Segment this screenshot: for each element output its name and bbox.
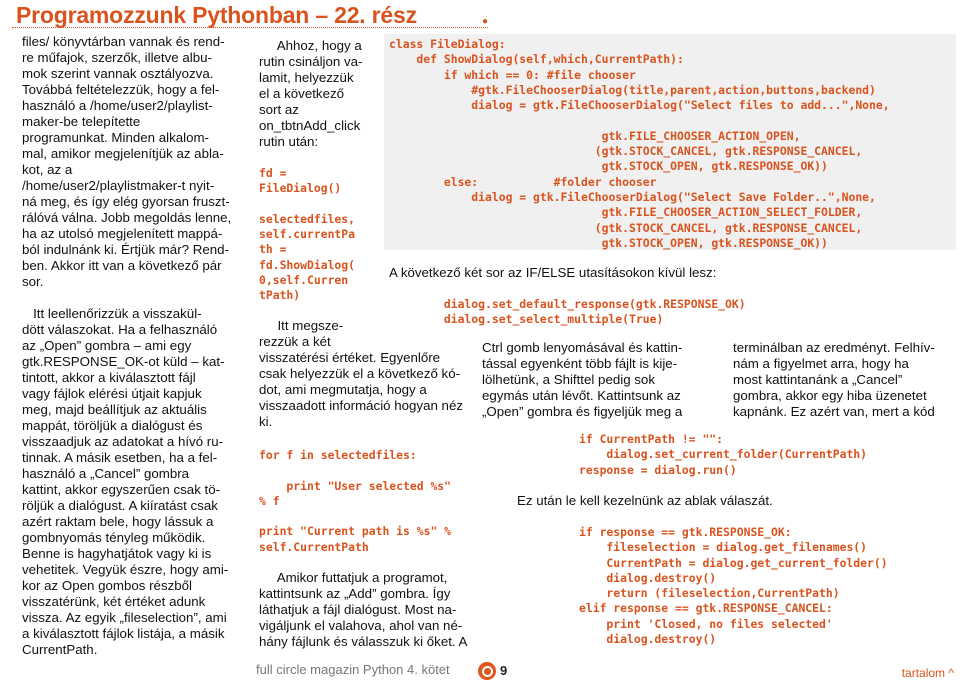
footer-magazine-name: full circle magazin Python 4. kötet	[256, 662, 450, 677]
code-line: tPath)	[259, 288, 301, 303]
code-line: dialog = gtk.FileChooserDialog("Select files to add...",None,	[389, 98, 890, 113]
text-line: rutin csináljon va-	[259, 54, 363, 69]
text-line: meg, majd beállítjuk az aktuális	[22, 402, 207, 417]
text-line: vissza. Az egyik „fileselection”, ami	[22, 610, 227, 625]
text-line: sort az	[259, 102, 299, 117]
text-line: ha az utolsó megjelenített mappá-	[22, 226, 223, 241]
code-line: (gtk.STOCK_CANCEL, gtk.RESPONSE_CANCEL,	[389, 220, 863, 235]
text-line	[22, 290, 231, 306]
code-line: 0,self.Curren	[259, 273, 349, 288]
text-line: programunkat. Minden alkalom-	[22, 130, 209, 145]
page-title: Programozzunk Pythonban – 22. rész	[16, 2, 417, 28]
text-line: használó a „Cancel” gombra	[22, 466, 190, 481]
column-2-intro	[259, 38, 362, 150]
code-line: self.currentPa	[259, 227, 356, 242]
code-line: response = dialog.run()	[579, 462, 737, 477]
code-line: fileselection = dialog.get_filenames()	[579, 540, 868, 555]
code-line: dialog.set_select_multiple(True)	[389, 312, 664, 327]
text-line: kattint, akkor egyszerűen csak tö-	[22, 482, 221, 497]
text-line: vehetitek. Vegyük észre, hogy ami-	[22, 562, 229, 577]
text-line: kor az Open gombos részből	[22, 578, 192, 593]
column-2-run-paragraph	[259, 570, 467, 650]
code-line: selectedfiles,	[259, 211, 356, 226]
code-line: if which == 0: #file chooser	[389, 67, 636, 82]
code-block-print-selection	[259, 448, 451, 555]
text-line: visszaadjuk az adatokat a hívó ru-	[22, 434, 224, 449]
code-line: print "Current path is %s" %	[259, 524, 452, 539]
text-line: mal, amikor megjelenítjük az abla-	[22, 146, 224, 161]
text-line: kapnánk. Ez azért van, mert a kód	[733, 404, 935, 419]
code-line: CurrentPath = dialog.get_current_folder()	[579, 555, 888, 570]
text-line: Amikor futtatjuk a programot,	[259, 570, 448, 585]
text-line: vigáljunk el valahova, ahol van né-	[259, 618, 463, 633]
text-line: mok szerint vannak osztályozva.	[22, 66, 214, 81]
code-line: elif response == gtk.RESPONSE_CANCEL:	[579, 601, 833, 616]
text-line: rálóvá válna. Jobb megoldás lenne,	[22, 210, 232, 225]
code-line: print "User selected %s"	[259, 478, 452, 493]
code-line: FileDialog()	[259, 181, 342, 196]
text-line: gombnyomás tényleg működik.	[22, 530, 206, 545]
text-line: Ahhoz, hogy a	[259, 38, 362, 53]
code-line: gtk.FILE_CHOOSER_ACTION_SELECT_FOLDER,	[389, 205, 863, 220]
code-line	[259, 197, 355, 212]
code-line: fd.ShowDialog(	[259, 257, 356, 272]
text-line: Benne is hagyhatjátok vagy ki is	[22, 546, 212, 561]
column-4-text	[733, 340, 935, 420]
text-line: terminálban az eredményt. Felhív-	[733, 340, 935, 355]
text-line: visszatérési értéket. Egyenlőre	[259, 350, 441, 365]
code-line: % f	[259, 493, 280, 508]
text-line: rezzük a két	[259, 334, 331, 349]
text-line: az „Open” gombra – ami egy	[22, 338, 192, 353]
text-line: kattintsunk az „Add” gombra. Így	[259, 586, 451, 601]
text-line: tintott, akkor a kiválasztott fájl	[22, 370, 196, 385]
text-line: sor.	[22, 274, 44, 289]
code-line	[259, 463, 451, 478]
text-line: dot, ami megmutatja, hogy a	[259, 382, 427, 397]
text-line: visszatérünk, két értéket adunk	[22, 594, 206, 609]
code-line: if response == gtk.RESPONSE_OK:	[579, 525, 792, 539]
text-line: /home/user2/playlistmaker-t nyit-	[22, 178, 215, 193]
code-line: print 'Closed, no files selected'	[579, 616, 833, 631]
text-line: ból indulnánk ki. Értjük már? Rend-	[22, 242, 229, 257]
code-line: gtk.STOCK_OPEN, gtk.RESPONSE_OK))	[389, 235, 828, 250]
text-line: vagy fájlok elérési útjait kapjuk	[22, 386, 202, 401]
code-line: def ShowDialog(self,which,CurrentPath):	[389, 52, 684, 67]
text-line: mappát, töröljük a dialógust és	[22, 418, 203, 433]
code-line: th =	[259, 242, 287, 257]
text-line: egymás után lévőt. Kattintsunk az	[482, 388, 681, 403]
title-divider	[12, 27, 488, 28]
text-line: rutin után:	[259, 134, 319, 149]
text-line: ki.	[259, 414, 273, 429]
text-line: a kiválasztott fájlok listája, a másik	[22, 626, 225, 641]
text-line: láthatjuk a fájl dialógust. Most na-	[259, 602, 457, 617]
text-line: Ctrl gomb lenyomásával és kattin-	[482, 340, 683, 355]
text-line: hány fájlunk és válasszuk ki őket. A	[259, 634, 468, 649]
column-2-paragraph	[259, 318, 343, 350]
text-line: csak helyezzük el a következő kó-	[259, 366, 461, 381]
text-line: tással egyenként több fájlt is kije-	[482, 356, 678, 371]
text-line: CurrentPath.	[22, 642, 98, 657]
text-line: visszaadott információ hogyan néz	[259, 398, 463, 413]
text-line: dött válaszokat. Ha a felhasználó	[22, 322, 218, 337]
code-block-showdialog-call	[259, 166, 355, 304]
code-line: dialog.set_default_response(gtk.RESPONSE_OK)	[389, 297, 746, 311]
text-line: maker-be telepítette	[22, 114, 141, 129]
code-line: self.CurrentPath	[259, 539, 369, 554]
text-line: ná meg, és így elég gyorsan fruszt-	[22, 194, 230, 209]
code-line: gtk.STOCK_OPEN, gtk.RESPONSE_OK))	[389, 159, 828, 174]
column-1-text	[22, 34, 231, 658]
text-line: Itt leellenőrizzük a visszakül-	[22, 306, 202, 321]
text-line: „Open” gombra és figyeljük meg a	[482, 404, 683, 419]
code-line: fd =	[259, 166, 287, 180]
code-line	[389, 113, 890, 128]
text-line: ben. Akkor itt van a következő pár	[22, 258, 222, 273]
text-line: azért raktam bele, hogy lássuk a	[22, 514, 214, 529]
code-block-current-folder	[579, 432, 867, 478]
text-line: gombra, akkor egy hiba üzenetet	[733, 388, 927, 403]
code-line: else: #folder chooser	[389, 174, 657, 189]
text-line: nám a figyelmet arra, hogy ha	[733, 356, 909, 371]
text-line: kot, az a	[22, 162, 73, 177]
fullcircle-logo-icon	[478, 662, 496, 680]
column-2-paragraph-wide	[259, 350, 463, 430]
code-block-filedialog-class	[389, 37, 890, 251]
column-3-text	[482, 340, 682, 420]
text-line: lamit, helyezzük	[259, 70, 354, 85]
text-line: el a következő	[259, 86, 345, 101]
text-line: files/ könyvtárban vannak és rend-	[22, 34, 225, 49]
code-block-response-handling	[579, 525, 888, 647]
code-line: return (fileselection,CurrentPath)	[579, 586, 840, 601]
code-line: dialog.destroy()	[579, 632, 717, 647]
text-line: Továbbá feltételezzük, hogy a fel-	[22, 82, 220, 97]
text-line: lölhetünk, a Shifttel pedig sok	[482, 372, 655, 387]
text-line: most kattintanánk a „Cancel”	[733, 372, 903, 387]
text-line: on_tbtnAdd_click	[259, 118, 361, 133]
code-line: (gtk.STOCK_CANCEL, gtk.RESPONSE_CANCEL,	[389, 144, 863, 159]
text-line: használó a /home/user2/playlist-	[22, 98, 213, 113]
response-note: Ez után le kell kezelnünk az ablak válaszát.	[517, 493, 773, 508]
code-line: for f in selectedfiles:	[259, 448, 417, 462]
ifelse-note: A következő két sor az IF/ELSE utasításokon kívül lesz:	[389, 265, 717, 280]
page-number: 9	[500, 663, 508, 678]
text-line: röljük a dialógust. A kiíratást csak	[22, 498, 218, 513]
code-block-dialog-settings	[389, 297, 746, 328]
code-line: if CurrentPath != "":	[579, 432, 724, 446]
code-line: dialog = gtk.FileChooserDialog("Select Save Folder..",None,	[389, 189, 876, 204]
code-line	[259, 509, 451, 524]
code-line: class FileDialog:	[389, 37, 506, 51]
title-divider-end: ●	[482, 16, 489, 27]
code-line: dialog.set_current_folder(CurrentPath)	[579, 447, 868, 462]
code-line: #gtk.FileChooserDialog(title,parent,action,buttons,backend)	[389, 82, 876, 97]
text-line: re műfajok, szerzők, illetve albu-	[22, 50, 212, 65]
text-line: tinnak. A másik esetben, ha a fel-	[22, 450, 218, 465]
code-line: dialog.destroy()	[579, 570, 717, 585]
table-of-contents-link[interactable]: tartalom ^	[901, 666, 954, 680]
code-line: gtk.FILE_CHOOSER_ACTION_OPEN,	[389, 128, 801, 143]
text-line: gtk.RESPONSE_OK-ot küld – kat-	[22, 354, 225, 369]
text-line: Itt megsze-	[259, 318, 344, 333]
